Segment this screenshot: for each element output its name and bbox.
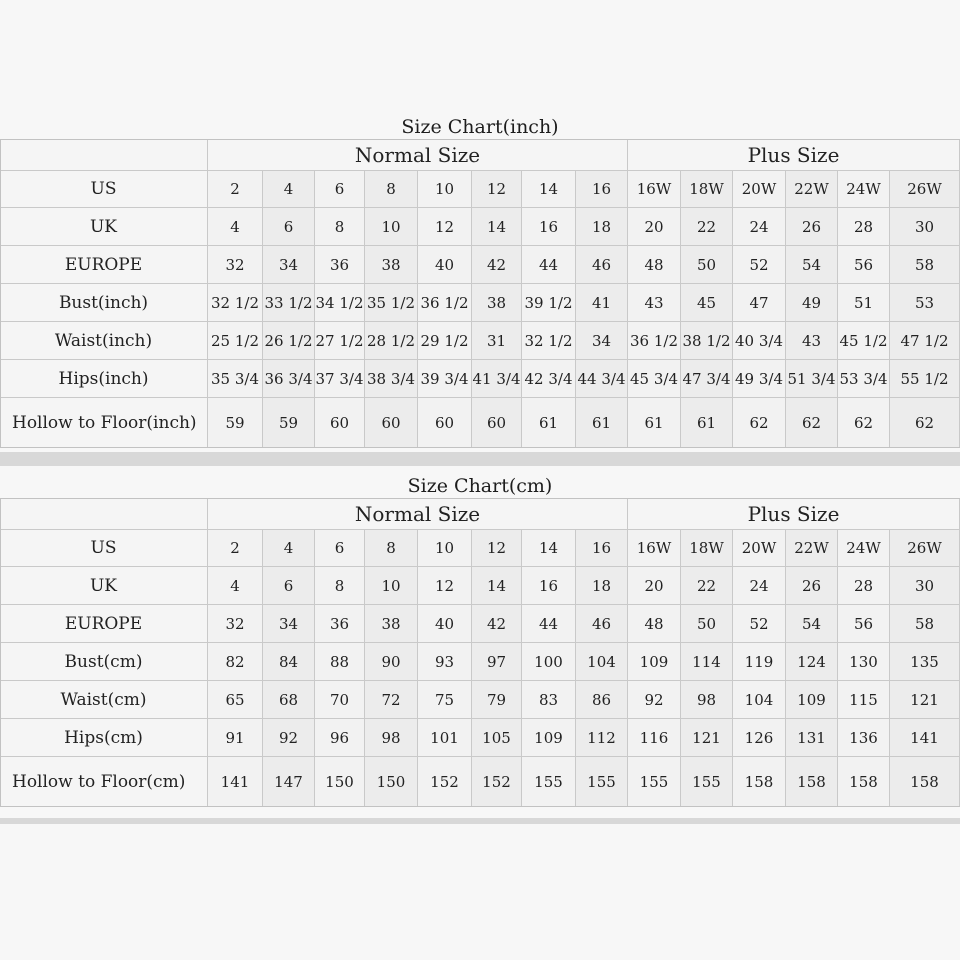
table-cell: 27 1/2 xyxy=(315,322,365,360)
table-frame xyxy=(0,139,960,448)
table-cell: 58 xyxy=(890,246,960,284)
table-cell: 34 1/2 xyxy=(315,284,365,322)
table-cell: 32 xyxy=(208,246,263,284)
table-cell: 61 xyxy=(522,398,576,448)
table-cell: 53 3/4 xyxy=(838,360,890,398)
table-cell: 109 xyxy=(786,681,838,719)
table-cell: 12 xyxy=(418,567,472,605)
table-cell: 60 xyxy=(472,398,522,448)
plus-size-header: Plus Size xyxy=(628,498,960,530)
table-cell: 34 xyxy=(263,605,315,643)
table-cell: 36 1/2 xyxy=(628,322,681,360)
table-cell: 24W xyxy=(838,530,890,567)
table-cell: 16 xyxy=(576,171,628,208)
table-cell: 39 3/4 xyxy=(418,360,472,398)
table-cell: 158 xyxy=(838,757,890,807)
table-cell: 59 xyxy=(263,398,315,448)
table-cell: 155 xyxy=(576,757,628,807)
row-label: Waist(cm) xyxy=(0,681,208,719)
size-chart-cm xyxy=(0,472,960,792)
table-cell: 46 xyxy=(576,246,628,284)
table-cell: 4 xyxy=(263,171,315,208)
row-label: Hips(inch) xyxy=(0,360,208,398)
table-cell: 34 xyxy=(263,246,315,284)
table-cell: 36 1/2 xyxy=(418,284,472,322)
table-cell: 42 xyxy=(472,605,522,643)
table-cell: 20W xyxy=(733,171,786,208)
table-cell: 12 xyxy=(472,171,522,208)
table-cell: 130 xyxy=(838,643,890,681)
table-cell: 59 xyxy=(208,398,263,448)
table-cell: 48 xyxy=(628,246,681,284)
table-cell: 54 xyxy=(786,246,838,284)
table-cell: 109 xyxy=(628,643,681,681)
divider xyxy=(0,818,960,824)
table-cell: 18 xyxy=(576,208,628,246)
table-cell: 41 3/4 xyxy=(472,360,522,398)
row-label: Hollow to Floor(cm) xyxy=(0,757,208,807)
table-cell: 75 xyxy=(418,681,472,719)
table-cell: 14 xyxy=(472,567,522,605)
table-cell: 82 xyxy=(208,643,263,681)
table-cell: 126 xyxy=(733,719,786,757)
table-cell: 50 xyxy=(681,246,733,284)
table-cell: 152 xyxy=(418,757,472,807)
table-cell: 22W xyxy=(786,171,838,208)
row-label: EUROPE xyxy=(0,605,208,643)
table-cell: 6 xyxy=(263,567,315,605)
table-cell: 29 1/2 xyxy=(418,322,472,360)
table-cell: 35 3/4 xyxy=(208,360,263,398)
row-label: Waist(inch) xyxy=(0,322,208,360)
table-cell: 51 xyxy=(838,284,890,322)
table-cell: 20 xyxy=(628,567,681,605)
table-cell: 26 1/2 xyxy=(263,322,315,360)
table-cell: 155 xyxy=(681,757,733,807)
table-cell: 88 xyxy=(315,643,365,681)
table-cell: 49 3/4 xyxy=(733,360,786,398)
table-cell: 101 xyxy=(418,719,472,757)
table-cell: 32 1/2 xyxy=(522,322,576,360)
table-cell: 2 xyxy=(208,530,263,567)
table-cell: 72 xyxy=(365,681,418,719)
table-cell: 38 xyxy=(365,246,418,284)
table-cell: 2 xyxy=(208,171,263,208)
table-cell: 158 xyxy=(890,757,960,807)
table-cell: 16W xyxy=(628,171,681,208)
table-cell: 24 xyxy=(733,567,786,605)
table-cell: 28 1/2 xyxy=(365,322,418,360)
table-cell: 55 1/2 xyxy=(890,360,960,398)
table-cell: 4 xyxy=(208,567,263,605)
table-cell: 50 xyxy=(681,605,733,643)
table-cell: 62 xyxy=(733,398,786,448)
table-cell: 91 xyxy=(208,719,263,757)
table-cell: 40 xyxy=(418,246,472,284)
table-cell: 49 xyxy=(786,284,838,322)
table-cell: 8 xyxy=(315,208,365,246)
table-cell: 97 xyxy=(472,643,522,681)
table-cell: 26 xyxy=(786,208,838,246)
table-cell: 36 xyxy=(315,605,365,643)
row-label: Hollow to Floor(inch) xyxy=(0,398,208,448)
table-cell: 44 xyxy=(522,246,576,284)
table-cell: 16W xyxy=(628,530,681,567)
row-label: US xyxy=(0,171,208,208)
table-cell: 136 xyxy=(838,719,890,757)
table-cell: 12 xyxy=(472,530,522,567)
table-cell: 38 1/2 xyxy=(681,322,733,360)
table-cell: 38 xyxy=(365,605,418,643)
table-cell: 20W xyxy=(733,530,786,567)
table-cell: 116 xyxy=(628,719,681,757)
table-cell: 141 xyxy=(208,757,263,807)
table-cell: 90 xyxy=(365,643,418,681)
table-cell: 141 xyxy=(890,719,960,757)
table-cell: 40 xyxy=(418,605,472,643)
table-cell: 38 xyxy=(472,284,522,322)
table-cell: 86 xyxy=(576,681,628,719)
table-cell: 6 xyxy=(263,208,315,246)
table-cell: 56 xyxy=(838,605,890,643)
table-cell: 61 xyxy=(576,398,628,448)
table-cell: 109 xyxy=(522,719,576,757)
table-cell: 158 xyxy=(733,757,786,807)
row-label: Bust(cm) xyxy=(0,643,208,681)
table-cell: 52 xyxy=(733,605,786,643)
table-cell: 35 1/2 xyxy=(365,284,418,322)
table-cell: 68 xyxy=(263,681,315,719)
table-cell: 22W xyxy=(786,530,838,567)
table-cell: 33 1/2 xyxy=(263,284,315,322)
table-cell: 20 xyxy=(628,208,681,246)
table-cell: 12 xyxy=(418,208,472,246)
table-cell: 6 xyxy=(315,530,365,567)
table-cell: 18W xyxy=(681,530,733,567)
table-cell: 14 xyxy=(522,171,576,208)
table-cell: 48 xyxy=(628,605,681,643)
row-label: Hips(cm) xyxy=(0,719,208,757)
table-cell: 65 xyxy=(208,681,263,719)
row-label: UK xyxy=(0,567,208,605)
table-cell: 10 xyxy=(418,530,472,567)
table-cell: 45 1/2 xyxy=(838,322,890,360)
table-cell: 43 xyxy=(628,284,681,322)
table-cell: 8 xyxy=(315,567,365,605)
table-cell: 30 xyxy=(890,567,960,605)
row-label: UK xyxy=(0,208,208,246)
table-cell: 98 xyxy=(365,719,418,757)
table-cell: 6 xyxy=(315,171,365,208)
table-cell: 10 xyxy=(365,567,418,605)
table-cell: 62 xyxy=(786,398,838,448)
table-cell: 4 xyxy=(263,530,315,567)
table-cell: 121 xyxy=(681,719,733,757)
table-cell: 61 xyxy=(681,398,733,448)
table-cell: 18W xyxy=(681,171,733,208)
chart-title: Size Chart(inch) xyxy=(0,113,960,141)
table-cell: 47 1/2 xyxy=(890,322,960,360)
table-cell: 147 xyxy=(263,757,315,807)
table-cell: 93 xyxy=(418,643,472,681)
table-cell: 155 xyxy=(522,757,576,807)
table-cell: 32 1/2 xyxy=(208,284,263,322)
table-cell: 44 3/4 xyxy=(576,360,628,398)
table-cell: 92 xyxy=(628,681,681,719)
table-cell: 58 xyxy=(890,605,960,643)
plus-size-header: Plus Size xyxy=(628,139,960,171)
table-cell: 158 xyxy=(786,757,838,807)
table-cell: 92 xyxy=(263,719,315,757)
table-cell: 14 xyxy=(472,208,522,246)
table-cell: 39 1/2 xyxy=(522,284,576,322)
table-cell: 79 xyxy=(472,681,522,719)
table-cell: 32 xyxy=(208,605,263,643)
table-cell: 46 xyxy=(576,605,628,643)
table-cell: 42 xyxy=(472,246,522,284)
table-cell: 45 3/4 xyxy=(628,360,681,398)
table-cell: 124 xyxy=(786,643,838,681)
table-frame xyxy=(0,498,960,807)
table-cell: 60 xyxy=(315,398,365,448)
table-cell: 22 xyxy=(681,208,733,246)
table-cell: 22 xyxy=(681,567,733,605)
table-cell: 16 xyxy=(522,567,576,605)
table-cell: 62 xyxy=(838,398,890,448)
table-cell: 61 xyxy=(628,398,681,448)
table-cell: 8 xyxy=(365,530,418,567)
table-cell: 10 xyxy=(418,171,472,208)
table-cell: 96 xyxy=(315,719,365,757)
table-cell: 24W xyxy=(838,171,890,208)
table-cell: 114 xyxy=(681,643,733,681)
table-cell: 53 xyxy=(890,284,960,322)
table-cell: 47 xyxy=(733,284,786,322)
table-cell: 40 3/4 xyxy=(733,322,786,360)
table-cell: 28 xyxy=(838,567,890,605)
table-cell: 131 xyxy=(786,719,838,757)
table-cell: 104 xyxy=(733,681,786,719)
table-cell: 42 3/4 xyxy=(522,360,576,398)
table-cell: 100 xyxy=(522,643,576,681)
table-cell: 26W xyxy=(890,530,960,567)
table-cell: 24 xyxy=(733,208,786,246)
table-cell: 70 xyxy=(315,681,365,719)
table-cell: 62 xyxy=(890,398,960,448)
table-cell: 44 xyxy=(522,605,576,643)
table-cell: 135 xyxy=(890,643,960,681)
table-cell: 150 xyxy=(365,757,418,807)
table-cell: 36 xyxy=(315,246,365,284)
table-cell: 52 xyxy=(733,246,786,284)
table-cell: 37 3/4 xyxy=(315,360,365,398)
table-cell: 41 xyxy=(576,284,628,322)
table-cell: 28 xyxy=(838,208,890,246)
table-cell: 30 xyxy=(890,208,960,246)
table-cell: 25 1/2 xyxy=(208,322,263,360)
table-cell: 105 xyxy=(472,719,522,757)
chart-title: Size Chart(cm) xyxy=(0,472,960,500)
table-cell: 121 xyxy=(890,681,960,719)
table-cell: 60 xyxy=(365,398,418,448)
table-cell: 56 xyxy=(838,246,890,284)
row-label: EUROPE xyxy=(0,246,208,284)
table-cell: 83 xyxy=(522,681,576,719)
row-label: Bust(inch) xyxy=(0,284,208,322)
table-cell: 54 xyxy=(786,605,838,643)
table-cell: 45 xyxy=(681,284,733,322)
table-cell: 26W xyxy=(890,171,960,208)
table-cell: 38 3/4 xyxy=(365,360,418,398)
table-cell: 14 xyxy=(522,530,576,567)
table-cell: 112 xyxy=(576,719,628,757)
table-cell: 84 xyxy=(263,643,315,681)
normal-size-header: Normal Size xyxy=(208,139,628,171)
table-cell: 36 3/4 xyxy=(263,360,315,398)
table-cell: 51 3/4 xyxy=(786,360,838,398)
table-cell: 152 xyxy=(472,757,522,807)
table-cell: 8 xyxy=(365,171,418,208)
table-cell: 47 3/4 xyxy=(681,360,733,398)
table-cell: 98 xyxy=(681,681,733,719)
table-cell: 34 xyxy=(576,322,628,360)
table-cell: 119 xyxy=(733,643,786,681)
table-cell: 43 xyxy=(786,322,838,360)
table-cell: 115 xyxy=(838,681,890,719)
table-cell: 31 xyxy=(472,322,522,360)
table-cell: 104 xyxy=(576,643,628,681)
table-cell: 26 xyxy=(786,567,838,605)
row-label: US xyxy=(0,530,208,567)
size-chart-inch xyxy=(0,113,960,433)
divider xyxy=(0,452,960,466)
table-cell: 150 xyxy=(315,757,365,807)
table-cell: 10 xyxy=(365,208,418,246)
normal-size-header: Normal Size xyxy=(208,498,628,530)
table-cell: 4 xyxy=(208,208,263,246)
table-cell: 155 xyxy=(628,757,681,807)
table-cell: 18 xyxy=(576,567,628,605)
table-cell: 16 xyxy=(522,208,576,246)
table-cell: 60 xyxy=(418,398,472,448)
table-cell: 16 xyxy=(576,530,628,567)
